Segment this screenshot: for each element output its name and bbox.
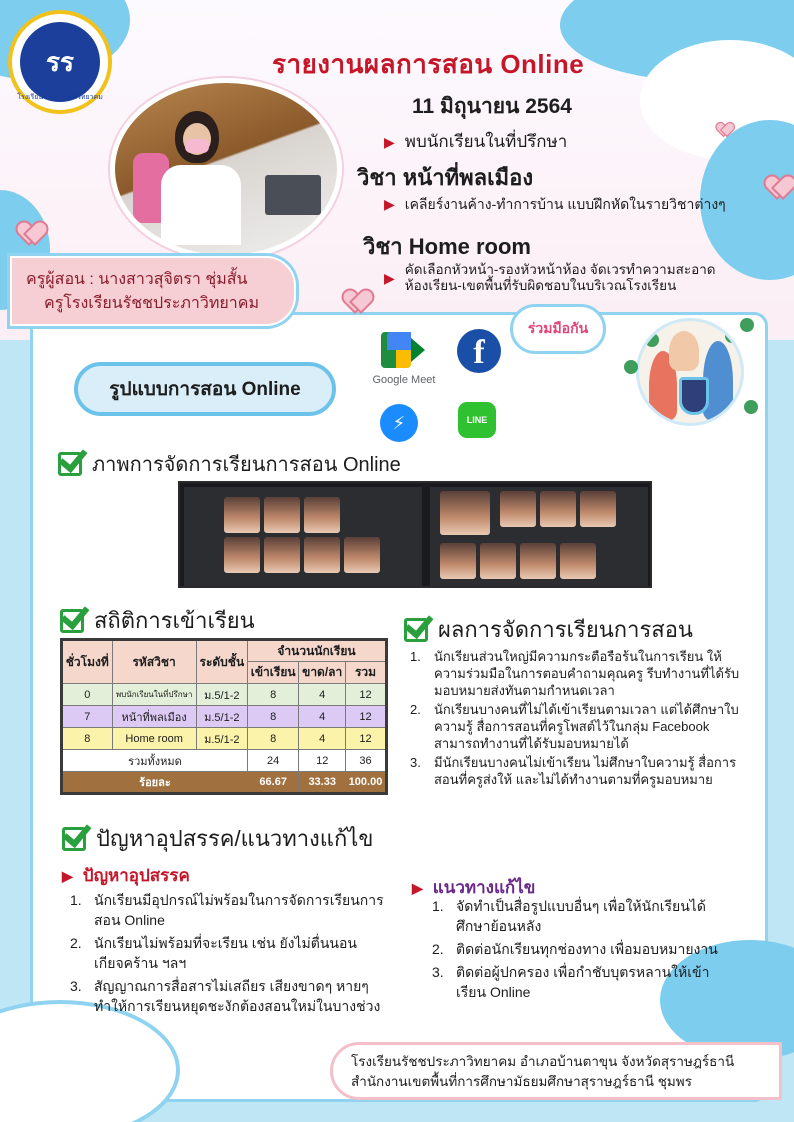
check-icon	[62, 827, 86, 851]
problems-title: ▶ ปัญหาอุปสรรค	[62, 866, 190, 885]
school-logo	[8, 10, 112, 114]
online-class-screenshots	[178, 481, 652, 588]
solutions-list	[432, 896, 732, 1005]
arrow-icon: ▶	[384, 270, 395, 286]
teacher-school: ครูโรงเรียนรัชชประภาวิทยาคม	[44, 295, 259, 312]
list-item: 1. นักเรียนส่วนใหญ่มีความกระตือรือร้นในการเรียน ให้ความร่วมมือในการตอบคำถามคุณครู รีบทำงานที่ได้รับมอบหมายส่งทันตามกำหนดเวลา	[410, 649, 740, 698]
teacher-photo	[110, 78, 342, 260]
check-icon	[60, 609, 84, 633]
facebook-icon: f	[457, 329, 501, 373]
teacher-info-box	[10, 256, 296, 326]
problems-list	[70, 890, 400, 1019]
logo-ring-text: โรงเรียนรัชชประภาวิทยาคม	[17, 94, 103, 101]
list-item: 1. จัดทำเป็นสื่อรูปแบบอื่นๆ เพื่อให้นักเรียนได้ศึกษาย้อนหลัง	[432, 898, 706, 934]
footer-office: สำนักงานเขตพื้นที่การศึกษามัธยมศึกษาสุราษฎร์ธานี ชุมพร	[351, 1074, 692, 1089]
activity-2: ▶ เคลียร์งานค้าง-ทำการบ้าน แบบฝึกหัดในรายวิชาต่างๆ	[384, 196, 726, 212]
google-meet-logo: Google Meet	[362, 330, 446, 386]
results-list	[410, 648, 750, 790]
table-total-row: รวมทั้งหมด 24 12 36	[62, 750, 387, 772]
arrow-icon: ▶	[384, 134, 395, 150]
virus-icon	[744, 400, 758, 414]
attendance-table: ชั่วโมงที่ รหัสวิชา ระดับชั้น จำนวนนักเรียน เข้าเรียน ขาด/ลา รวม 0 พบนักเรียนในที่ปรึกษา ม.5/1-2 8 4 12 7 หน้าที่พลเมือง ม.5/1-2 8 4 12 8 Home room ม.5/1-2 8 4 12 รวมทั้งหมด 24 12 36 ร้อยละ 66.67 33.33 100.00	[60, 638, 388, 795]
teacher-name: ครูผู้สอน : นางสาวสุจิตรา ชุ่มสั้น	[26, 271, 248, 288]
virus-icon	[624, 360, 638, 374]
meet-screenshot-2	[430, 487, 648, 586]
format-label: รูปแบบการสอน Online	[74, 362, 336, 416]
list-item: 3. ติดต่อผู้ปกครอง เพื่อกำชับบุตรหลานให้เข้าเรียน Online	[432, 964, 710, 1000]
google-meet-icon	[381, 330, 427, 370]
meet-screenshot-1	[184, 487, 422, 586]
list-item: 2. นักเรียนไม่พร้อมที่จะเรียน เช่น ยังไม่ตื่นนอน เกียจคร้าน ฯลฯ	[70, 935, 357, 971]
list-item: 3. สัญญาณการสื่อสารไม่เสถียร เสียงขาดๆ หายๆ ทำให้การเรียนหยุดชะงักต้องสอนใหม่ในบางช่วง	[70, 978, 381, 1014]
arrow-icon: ▶	[384, 196, 395, 212]
facebook-logo	[450, 326, 508, 376]
logo-emblem: รร	[20, 22, 100, 102]
table-row: 0 พบนักเรียนในที่ปรึกษา ม.5/1-2 8 4 12	[62, 684, 387, 706]
cooperate-badge: ร่วมมือกัน	[510, 304, 606, 354]
list-item: 1. นักเรียนมีอุปกรณ์ไม่พร้อมในการจัดการเรียนการสอน Online	[70, 892, 384, 928]
footer-box	[330, 1042, 782, 1100]
section-attendance: สถิติการเข้าเรียน	[60, 603, 255, 638]
family-illustration	[636, 318, 744, 426]
activity-1: ▶ พบนักเรียนในที่ปรึกษา	[384, 132, 568, 151]
activity-3: ▶ คัดเลือกหัวหน้า-รองหัวหน้าห้อง จัดเวรทำความสะอาด ห้องเรียน-เขตพื้นที่รับผิดชอบในบริเวณโรงเรียน	[384, 262, 716, 293]
section-online-images: ภาพการจัดการเรียนการสอน Online	[58, 448, 401, 480]
section-results: ผลการจัดการเรียนการสอน	[404, 612, 693, 647]
line-icon: LINE	[458, 402, 496, 438]
list-item: 2. ติดต่อนักเรียนทุกช่องทาง เพื่อมอบหมายงาน	[432, 941, 718, 957]
heart-icon	[717, 123, 731, 137]
heart-icon	[344, 290, 368, 314]
table-row: 8 Home room ม.5/1-2 8 4 12	[62, 728, 387, 750]
subject-2: วิชา Home room	[363, 234, 531, 259]
section-problems: ปัญหาอุปสรรค/แนวทางแก้ไข	[62, 821, 373, 856]
arrow-icon: ▶	[412, 880, 423, 896]
subject-1: วิชา หน้าที่พลเมือง	[357, 165, 534, 190]
table-percent-row: ร้อยละ 66.67 33.33 100.00	[62, 772, 387, 794]
footer-school: โรงเรียนรัชชประภาวิทยาคม อำเภอบ้านตาขุน จังหวัดสุราษฎร์ธานี	[351, 1054, 735, 1069]
check-icon	[58, 452, 82, 476]
list-item: 2. นักเรียนบางคนที่ไม่ได้เข้าเรียนตามเวลา แต่ได้ศึกษาใบความรู้ สื่อการสอนที่ครูโพสต์ไว้ในกลุ่ม Facebook สามารถทำงานที่ได้รับมอบหมายได้	[410, 702, 739, 751]
solutions-title: ▶ แนวทางแก้ไข	[412, 878, 536, 897]
report-date: 11 มิถุนายน 2564	[412, 95, 572, 118]
heart-icon	[18, 222, 42, 246]
table-row: 7 หน้าที่พลเมือง ม.5/1-2 8 4 12	[62, 706, 387, 728]
messenger-icon: ⚡	[380, 404, 418, 442]
arrow-icon: ▶	[62, 868, 73, 884]
heart-icon	[766, 176, 790, 200]
check-icon	[404, 618, 428, 642]
virus-icon	[740, 318, 754, 332]
page-title: รายงานผลการสอน Online	[272, 49, 585, 79]
list-item: 3. มีนักเรียนบางคนไม่เข้าเรียน ไม่ศึกษาใบความรู้ สื่อการสอนที่ครูส่งให้ และไม่ได้ทำงานตามที่ครูมอบหมาย	[410, 755, 737, 787]
